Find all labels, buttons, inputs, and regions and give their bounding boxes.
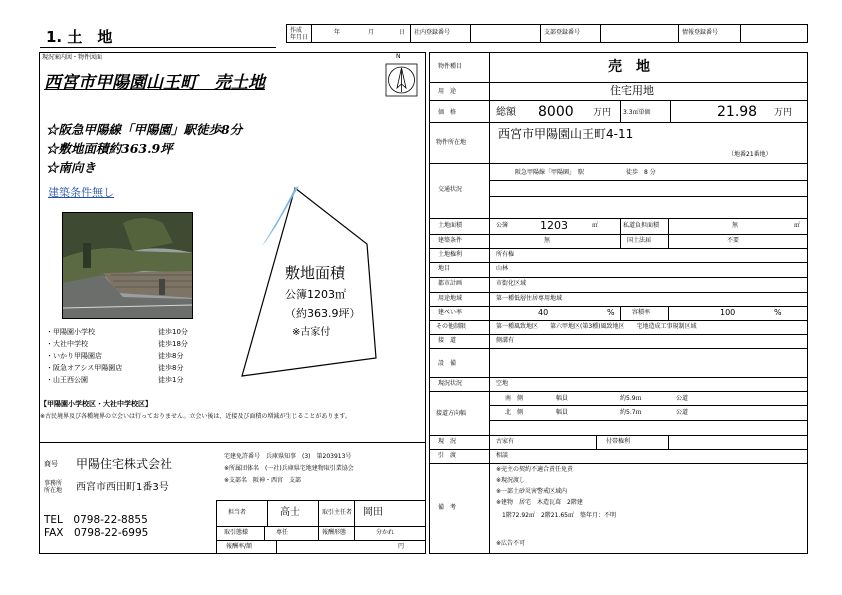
land-area-kind: 公簿: [496, 222, 509, 229]
nearby-name: ・甲陽園小学校: [46, 328, 95, 336]
price-prefix: 総額: [496, 107, 516, 118]
city-label: 都市計画: [438, 280, 463, 287]
fee-label: 報酬形態: [322, 529, 347, 536]
property-photo: [62, 212, 193, 319]
remark-line: ※売主の契約不適合責任免責: [496, 466, 574, 473]
property-title: 西宮市甲陽園山王町 売土地: [44, 73, 265, 93]
road-len: 約5.7ｍ: [620, 409, 642, 416]
day-label: 日: [399, 29, 406, 36]
private-road-label: 私道負担面積: [623, 222, 660, 229]
handover-value: 相談: [496, 452, 509, 459]
month-label: 月: [368, 29, 375, 36]
plan-tsubo: （約363.9坪）: [285, 307, 361, 320]
nearby-dist: 徒歩8分: [158, 364, 184, 372]
map-header: 現況案内図・物件図面: [42, 54, 103, 61]
north-arrow-icon: N: [384, 54, 420, 98]
company-fax: FAX 0798-22-6995: [44, 527, 149, 539]
company-address: 西宮市西田町1番3号: [76, 482, 169, 493]
private-road-unit: ㎡: [794, 222, 801, 229]
location-note: （地番21番地）: [728, 151, 772, 158]
kind-value: 売 地: [608, 59, 650, 75]
other-value: 第一種風致地区 第六甲地区(第3種)風致地区 宅地造成工事規制区域: [496, 323, 697, 330]
remark-line: ※現況渡し: [496, 477, 526, 484]
nearby-name: ・山王西公園: [46, 376, 88, 384]
deal-label: 取引態様: [224, 529, 249, 536]
feature-area: ☆敷地面積約363.9坪: [46, 141, 173, 156]
per-unit: 万円: [774, 108, 793, 118]
land-area-label: 土地面積: [438, 222, 463, 229]
kind-label: 物件種目: [438, 63, 463, 70]
handover-label: 引 渡: [438, 452, 457, 459]
zone-value: 第一種低層住居専用地域: [496, 295, 563, 302]
nearby-name: ・いかり甲陽園店: [46, 352, 102, 360]
price-value: 8000: [538, 104, 574, 120]
far-value: 100: [720, 308, 736, 317]
disclaimer: ※古民境界及び各種境界の立会いは行っておりません。立会い後は、近接及び面積の増減が生じることがあります。: [40, 413, 351, 420]
use-value: 住宅用地: [610, 84, 654, 97]
nearby-dist: 徒歩10分: [158, 328, 188, 336]
office-reg-label: 支部登録番号: [544, 29, 581, 36]
land-area-unit: ㎡: [592, 222, 599, 229]
use-label: 用 途: [438, 88, 457, 95]
road-dir: 北 側: [505, 409, 524, 416]
remarks-label: 備 考: [438, 504, 457, 511]
office-label: 事務所 所在地: [44, 480, 63, 494]
per-value: 21.98: [717, 104, 758, 120]
deal-value: 専任: [276, 529, 289, 536]
nearby-dist: 徒歩18分: [158, 340, 188, 348]
remark-line: 1階72.92㎡ 2階21.65㎡ 築年月：不明: [496, 512, 616, 519]
cond-label: 建築条件: [438, 237, 463, 244]
company-reg-label: 社内登録番号: [414, 29, 451, 36]
right-label: 土地権利: [438, 251, 463, 258]
manager-name: 岡田: [363, 507, 383, 518]
company-tel: TEL 0798-22-8855: [44, 514, 148, 526]
plan-area: 公簿1203㎡: [285, 288, 346, 301]
location-value: 西宮市甲陽園山王町4-11: [498, 127, 634, 141]
year-label: 年: [334, 29, 341, 36]
nearby-dist: 徒歩1分: [158, 376, 184, 384]
current-value: 古家有: [496, 438, 515, 445]
traffic-label: 交通状況: [438, 186, 463, 193]
branch: ※支部名 阪神・西宮 支部: [224, 477, 302, 484]
building-condition-link[interactable]: 建築条件無し: [48, 186, 114, 199]
land-area-value: 1203: [540, 219, 568, 232]
manager-label: 取引主任者: [322, 509, 353, 516]
road-len: 約5.9ｍ: [620, 395, 642, 402]
current-label: 現 況: [438, 438, 457, 445]
other-label: その他制限: [436, 323, 467, 330]
road-width-label: 幅員: [556, 409, 569, 416]
bcr-value: 40: [538, 308, 549, 317]
fee2-value: 円: [398, 543, 405, 550]
road-dir-label: 接道方向幅: [436, 410, 467, 417]
license: 宅建免許番号 兵庫県知事 (3) 第203913号: [224, 453, 352, 460]
plan-note: ※古家付: [292, 327, 331, 338]
road-dir: 南 側: [505, 395, 524, 402]
company-name: 甲陽住宅株式会社: [76, 457, 173, 471]
pref-reg-label: 情報登録番号: [682, 29, 719, 36]
chimoku-value: 山林: [496, 265, 509, 272]
fee-value: 分かれ: [376, 529, 395, 536]
price-label: 価 格: [438, 109, 457, 116]
staff-label: 担当者: [228, 509, 247, 516]
remark-line: ※広告不可: [496, 540, 526, 547]
staff-name: 高士: [280, 507, 300, 518]
nearby-dist: 徒歩8分: [158, 352, 184, 360]
cond-value: 無: [544, 237, 551, 244]
road-width-label: 幅員: [556, 395, 569, 402]
remark-line: ※一部土砂災害警戒区域内: [496, 488, 568, 495]
bcr-pct: %: [607, 308, 615, 317]
chimoku-label: 地目: [438, 265, 451, 272]
plan-title: 敷地面積: [285, 264, 346, 282]
site-plan-drawing: [236, 186, 386, 382]
section-title: 1. 土 地: [46, 28, 113, 46]
facility-label: 設 備: [438, 360, 457, 367]
extra-label: 付帯権利: [606, 438, 631, 445]
traffic-value: 阪急甲陽線「甲陽園」 駅 徒歩 8 分: [515, 169, 656, 176]
nearby-name: ・阪急オアシス甲陽園店: [46, 364, 123, 372]
location-label: 物件所在地: [436, 139, 467, 146]
feature-south: ☆南向き: [46, 160, 97, 175]
road-label: 接 道: [438, 337, 457, 344]
far-pct: %: [774, 308, 782, 317]
nearby-name: ・大社中学校: [46, 340, 88, 348]
feature-station: ☆阪急甲陽線「甲陽園」駅徒歩8分: [46, 122, 243, 137]
zone-label: 用途地域: [438, 295, 463, 302]
per-label: 3.3㎡単価: [623, 109, 651, 116]
fee2-label: 報酬率/額: [226, 543, 253, 550]
city-value: 市街化区域: [496, 280, 527, 287]
law-value: 不要: [727, 237, 740, 244]
road-type: 公道: [676, 395, 689, 402]
price-unit: 万円: [593, 108, 612, 118]
far-label: 容積率: [632, 309, 651, 316]
remark-line: ※建物 居宅 木造瓦葺 2階建: [496, 499, 583, 506]
created-label: 作成 年月日: [290, 27, 309, 41]
status-label: 現況状況: [438, 380, 463, 387]
law-label: 国土法届: [627, 237, 652, 244]
bcr-label: 建ぺい率: [438, 309, 463, 316]
road-value: 側溝有: [496, 337, 515, 344]
road-type: 公道: [676, 409, 689, 416]
trade-label: 商号: [44, 460, 58, 468]
school-district: 【甲陽園小学校区・大社中学校区】: [40, 400, 152, 408]
right-value: 所有権: [496, 251, 515, 258]
association: ※所属団体名 (一社)兵庫県宅地建物取引業協会: [224, 465, 354, 472]
status-value: 空地: [496, 380, 509, 387]
private-road-value: 無: [732, 222, 739, 229]
